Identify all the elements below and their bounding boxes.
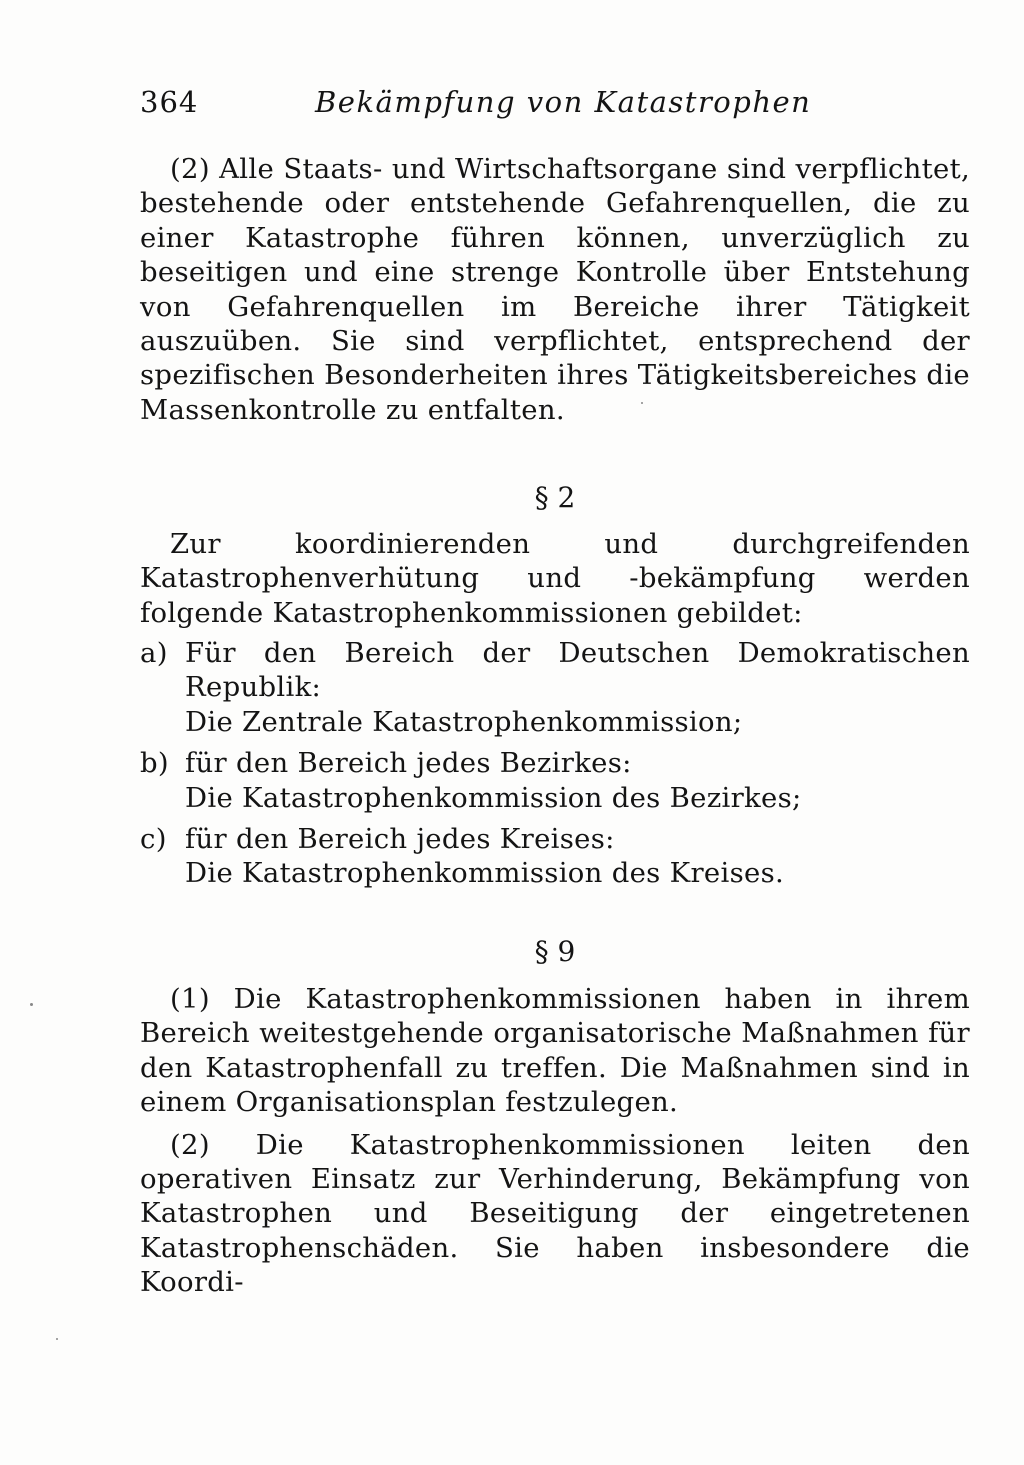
section-2-intro: Zur koordinierenden und durchgreifenden Katastrophenverhütung und -bekämpfung werden folgende Katastrophenkommissionen gebildet: bbox=[140, 528, 970, 629]
section-heading-2: § 2 bbox=[534, 481, 576, 514]
list-item-a-line-1: Für den Bereich der Deutschen Demokratischen bbox=[185, 637, 970, 669]
list-marker-c: c) bbox=[140, 823, 167, 856]
section-9-paragraph-2: (2) Die Katastrophenkommissionen leiten den operativen Einsatz zur Verhinderung, Bekämpfung von Katastrophen und Beseitigung der eingetretenen Katastrophenschäden. Sie haben insbesondere die Koordi- bbox=[140, 1128, 970, 1299]
list-item-b-line-1: für den Bereich jedes Bezirkes: bbox=[185, 747, 632, 780]
list-item-c-line-2: Die Katastrophenkommission des Kreises. bbox=[185, 857, 785, 890]
scan-speck bbox=[56, 1338, 58, 1340]
paragraph-block-1 bbox=[140, 152, 970, 427]
paragraph-2-obligations: (2) Alle Staats- und Wirtschaftsorgane sind verpflichtet, bestehende oder entstehende Gefahrenquellen, die zu einer Katastrophe führen können, unverzüglich zu beseitigen und eine strenge Kontrolle über Entstehung von Gefahrenquellen im Bereiche ihrer Tätigkeit auszuüben. Sie sind verpflichtet, entsprechend der spezifischen Besonderheiten ihres Tätigkeitsbereiches die Massenkontrolle zu entfalten. bbox=[140, 153, 970, 426]
scan-speck bbox=[641, 402, 643, 404]
list-item-a-line-3: Die Zentrale Katastrophenkommission; bbox=[185, 705, 743, 738]
list-item-c bbox=[140, 822, 970, 891]
list-marker-a: a) bbox=[140, 637, 168, 669]
section-9-paragraph-1: (1) Die Katastrophenkommissionen haben in ihrem Bereich weitestgehende organisatorische Maßnahmen für den Katastrophenfall zu treffen. Die Maßnahmen sind in einem Organisationsplan festzulegen. bbox=[140, 983, 970, 1119]
list-marker-b: b) bbox=[140, 747, 169, 780]
commission-list bbox=[140, 636, 970, 891]
section-2-body bbox=[140, 527, 970, 630]
page-number: 364 bbox=[140, 85, 199, 119]
scan-speck bbox=[30, 1003, 33, 1006]
list-item-c-line-1: für den Bereich jedes Kreises: bbox=[185, 823, 615, 856]
section-9-body bbox=[140, 982, 970, 1300]
list-item-a-line-2: Republik: bbox=[185, 671, 322, 704]
section-heading-9: § 9 bbox=[534, 935, 576, 968]
list-item-b-line-2: Die Katastrophenkommission des Bezirkes; bbox=[185, 781, 802, 814]
list-item-b bbox=[140, 746, 970, 815]
running-title: Bekämpfung von Katastrophen bbox=[315, 85, 812, 119]
list-item-a bbox=[140, 636, 970, 739]
page-header bbox=[140, 82, 980, 126]
